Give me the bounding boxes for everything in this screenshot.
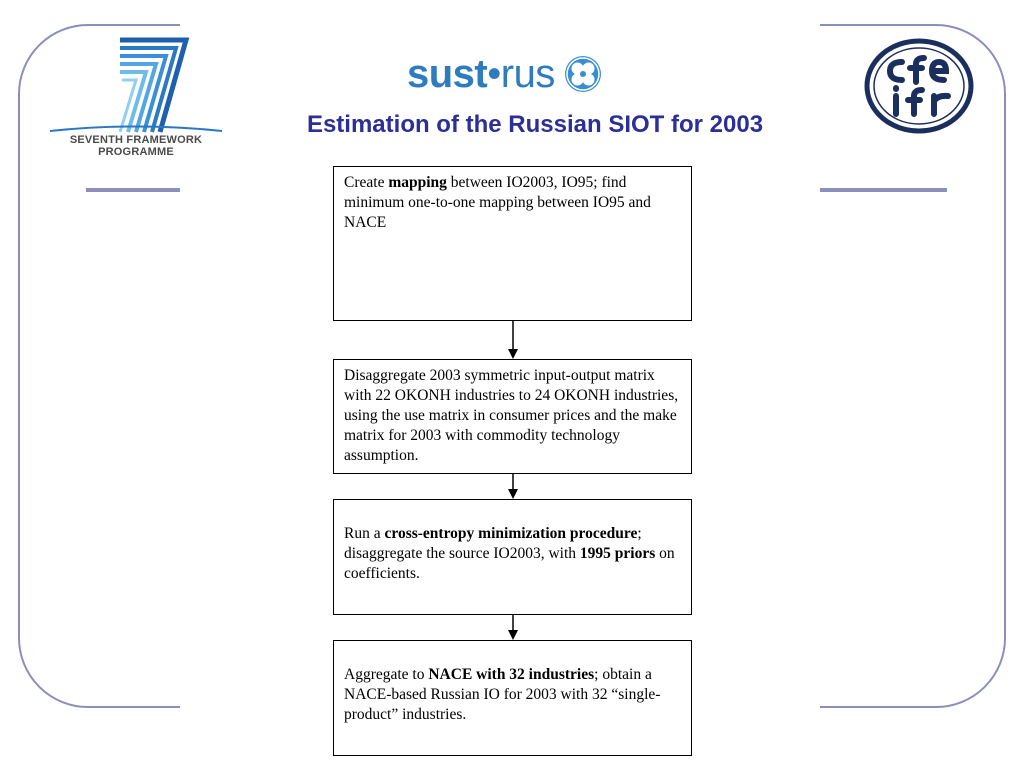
flow-arrow-3 bbox=[505, 615, 521, 640]
flow-arrow-1 bbox=[505, 321, 521, 359]
header-rule-left bbox=[86, 188, 180, 192]
step-text: Run a bbox=[344, 525, 385, 542]
frame-top-gap bbox=[180, 20, 820, 32]
fp7-caption-line1: SEVENTH FRAMEWORK bbox=[69, 134, 203, 146]
step-text-bold: cross-entropy minimization procedure bbox=[384, 525, 638, 542]
brand-text bbox=[407, 54, 555, 94]
step-text: Aggregate to bbox=[344, 666, 429, 683]
step-text: ; obtain a NACE-based Russian IO for 2003 with 32 “single-product” industries. bbox=[344, 666, 661, 723]
page-title: Estimation of the Russian SIOT for 2003 bbox=[306, 111, 764, 138]
step-text: on coefficients. bbox=[344, 545, 675, 582]
flow-step-4 bbox=[333, 640, 692, 756]
brand-text-bold: sust bbox=[407, 52, 488, 96]
flow-arrow-2 bbox=[505, 474, 521, 499]
header-rule-right bbox=[820, 188, 947, 192]
step-text: Create bbox=[344, 174, 389, 191]
flow-step-2 bbox=[333, 359, 692, 474]
brand-text-dot: • bbox=[487, 52, 501, 96]
cefir-logo-icon bbox=[864, 38, 974, 134]
clover-icon bbox=[563, 54, 603, 94]
flow-step-1 bbox=[333, 166, 692, 321]
fp7-caption bbox=[48, 134, 224, 158]
step-text-bold: NACE with 32 industries bbox=[428, 666, 595, 683]
step-text-bold: mapping bbox=[388, 174, 447, 191]
step-text: Disaggregate 2003 symmetric input-output matrix with 22 OKONH industries to 24 OKONH industries, using the use matrix in consumer prices and the make matrix for 2003 with commodity technology assumption. bbox=[344, 367, 679, 464]
brand-text-regular: rus bbox=[500, 52, 555, 96]
sust-rus-logo-icon bbox=[407, 47, 637, 101]
flow-step-3 bbox=[333, 499, 692, 615]
step-text: ; disaggregate the source IO2003, with bbox=[344, 525, 642, 562]
step-text: between IO2003, IO95; find minimum one-to-one mapping between IO95 and NACE bbox=[344, 174, 651, 231]
step-text-bold: 1995 priors bbox=[579, 545, 656, 562]
fp7-caption-line2: PROGRAMME bbox=[98, 146, 174, 158]
